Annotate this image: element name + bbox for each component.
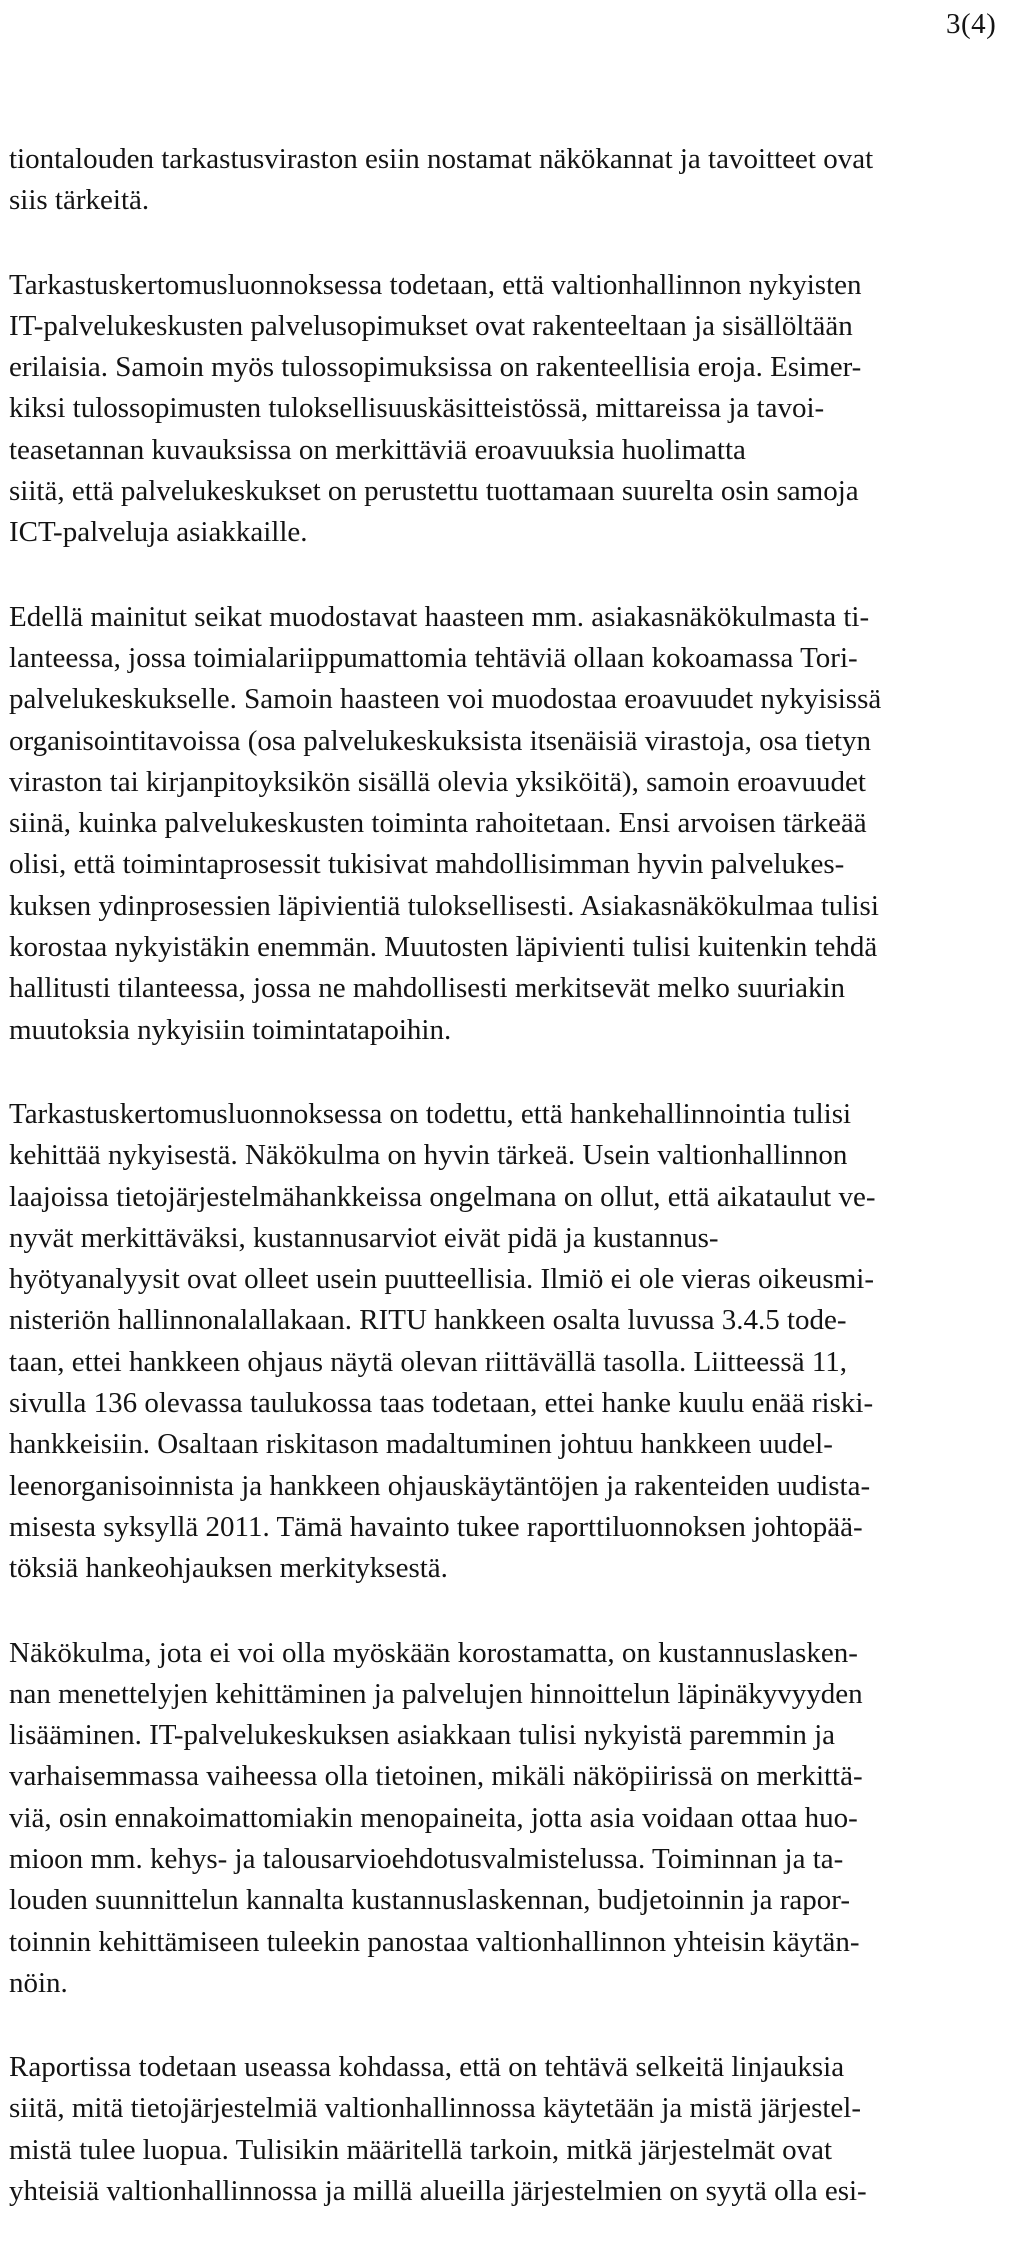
text-line: nyvät merkittäväksi, kustannusarviot eivät pidä ja kustannus-: [9, 1221, 719, 1254]
text-line: siinä, kuinka palvelukeskusten toiminta rahoitetaan. Ensi arvoisen tärkeää: [9, 807, 867, 840]
text-line: hallitusti tilanteessa, jossa ne mahdollisesti merkitsevät melko suuriakin: [9, 972, 846, 1005]
text-line: palvelukeskukselle. Samoin haasteen voi muodostaa eroavuudet nykyisissä: [9, 683, 882, 716]
text-line: kuksen ydinprosessien läpivientiä tuloksellisesti. Asiakasnäkökulmaa tulisi: [9, 889, 879, 922]
text-line: misesta syksyllä 2011. Tämä havainto tukee raporttiluonnoksen johtopää-: [9, 1510, 863, 1543]
text-line: Edellä mainitut seikat muodostavat haasteen mm. asiakasnäkökulmasta ti-: [9, 600, 870, 633]
paragraph-5: [9, 1633, 1009, 2005]
text-line: siitä, mitä tietojärjestelmiä valtionhallinnossa käytetään ja mistä järjestel-: [9, 2092, 862, 2125]
body-text: [9, 139, 1009, 2255]
text-line: laajoissa tietojärjestelmähankkeissa ongelmana on ollut, että aikataulut ve-: [9, 1180, 876, 1213]
text-line: sivulla 136 olevassa taulukossa taas todetaan, ettei hanke kuulu enää riski-: [9, 1387, 874, 1420]
text-line: viä, osin ennakoimattomiakin menopaineita, jotta asia voidaan ottaa huo-: [9, 1801, 858, 1834]
text-line: louden suunnittelun kannalta kustannuslaskennan, budjetoinnin ja rapor-: [9, 1884, 851, 1917]
text-line: olisi, että toimintaprosessit tukisivat mahdollisimman hyvin palvelukes-: [9, 848, 845, 881]
text-line: lisääminen. IT-palvelukeskuksen asiakkaan tulisi nykyistä paremmin ja: [9, 1719, 836, 1752]
paragraph-1: [9, 139, 1009, 222]
text-line: nisteriön hallinnonalallakaan. RITU hankkeen osalta luvussa 3.4.5 tode-: [9, 1304, 847, 1337]
text-line: siitä, että palvelukeskukset on perustettu tuottamaan suurelta osin samoja: [9, 475, 859, 508]
text-line: Tarkastuskertomusluonnoksessa on todettu, että hankehallinnointia tulisi: [9, 1097, 852, 1130]
paragraph-3: [9, 597, 1009, 1051]
text-line: hankkeisiin. Osaltaan riskitason madaltuminen johtuu hankkeen uudel-: [9, 1428, 833, 1461]
text-line: erilaisia. Samoin myös tulossopimuksissa on rakenteellisia eroja. Esimer-: [9, 351, 862, 384]
text-line: kehittää nykyisestä. Näkökulma on hyvin tärkeä. Usein valtionhallinnon: [9, 1139, 848, 1172]
text-line: teasetannan kuvauksissa on merkittäviä eroavuuksia huolimatta: [9, 433, 746, 466]
text-line: muutoksia nykyisiin toimintatapoihin.: [9, 1013, 452, 1046]
text-line: ICT-palveluja asiakkaille.: [9, 516, 308, 549]
text-line: organisointitavoissa (osa palvelukeskuksista itsenäisiä virastoja, osa tietyn: [9, 724, 872, 757]
text-line: töksiä hankeohjauksen merkityksestä.: [9, 1552, 448, 1585]
text-line: Näkökulma, jota ei voi olla myöskään korostamatta, on kustannuslasken-: [9, 1636, 858, 1669]
paragraph-4: [9, 1094, 1009, 1590]
text-line: IT-palvelukeskusten palvelusopimukset ovat rakenteeltaan ja sisällöltään: [9, 309, 853, 342]
text-line: yhteisiä valtionhallinnossa ja millä alueilla järjestelmien on syytä olla esi-: [9, 2175, 867, 2208]
paragraph-2: [9, 265, 1009, 554]
text-line: varhaisemmassa vaiheessa olla tietoinen, mikäli näköpiirissä on merkittä-: [9, 1760, 863, 1793]
text-line: kiksi tulossopimusten tuloksellisuuskäsitteistössä, mittareissa ja tavoi-: [9, 392, 825, 425]
text-line: viraston tai kirjanpitoyksikön sisällä olevia yksiköitä), samoin eroavuudet: [9, 765, 866, 798]
text-line: lanteessa, jossa toimialariippumattomia tehtäviä ollaan kokoamassa Tori-: [9, 641, 858, 674]
text-line: Raportissa todetaan useassa kohdassa, että on tehtävä selkeitä linjauksia: [9, 2051, 845, 2084]
text-line: mioon mm. kehys- ja talousarvioehdotusvalmistelussa. Toiminnan ja ta-: [9, 1842, 844, 1875]
paragraph-6: [9, 2047, 1009, 2212]
text-line: korostaa nykyistäkin enemmän. Muutosten läpivienti tulisi kuitenkin tehdä: [9, 931, 878, 964]
text-line: nöin.: [9, 1966, 68, 1999]
text-line: nan menettelyjen kehittäminen ja palvelujen hinnoittelun läpinäkyvyyden: [9, 1677, 863, 1710]
text-line: toinnin kehittämiseen tuleekin panostaa valtionhallinnon yhteisin käytän-: [9, 1925, 860, 1958]
text-line: Tarkastuskertomusluonnoksessa todetaan, että valtionhallinnon nykyisten: [9, 268, 862, 301]
text-line: taan, ettei hankkeen ohjaus näytä olevan riittävällä tasolla. Liitteessä 11,: [9, 1345, 848, 1378]
text-line: leenorganisoinnista ja hankkeen ohjauskäytäntöjen ja rakenteiden uudista-: [9, 1469, 871, 1502]
page-number: 3(4): [946, 8, 997, 40]
text-line: mistä tulee luopua. Tulisikin määritellä tarkoin, mitkä järjestelmät ovat: [9, 2133, 833, 2166]
text-line: tiontalouden tarkastusviraston esiin nostamat näkökannat ja tavoitteet ovat: [9, 143, 874, 175]
text-line: hyötyanalyysit ovat olleet usein puutteellisia. Ilmiö ei ole vieras oikeusmi-: [9, 1263, 874, 1296]
text-line: siis tärkeitä.: [9, 184, 150, 217]
